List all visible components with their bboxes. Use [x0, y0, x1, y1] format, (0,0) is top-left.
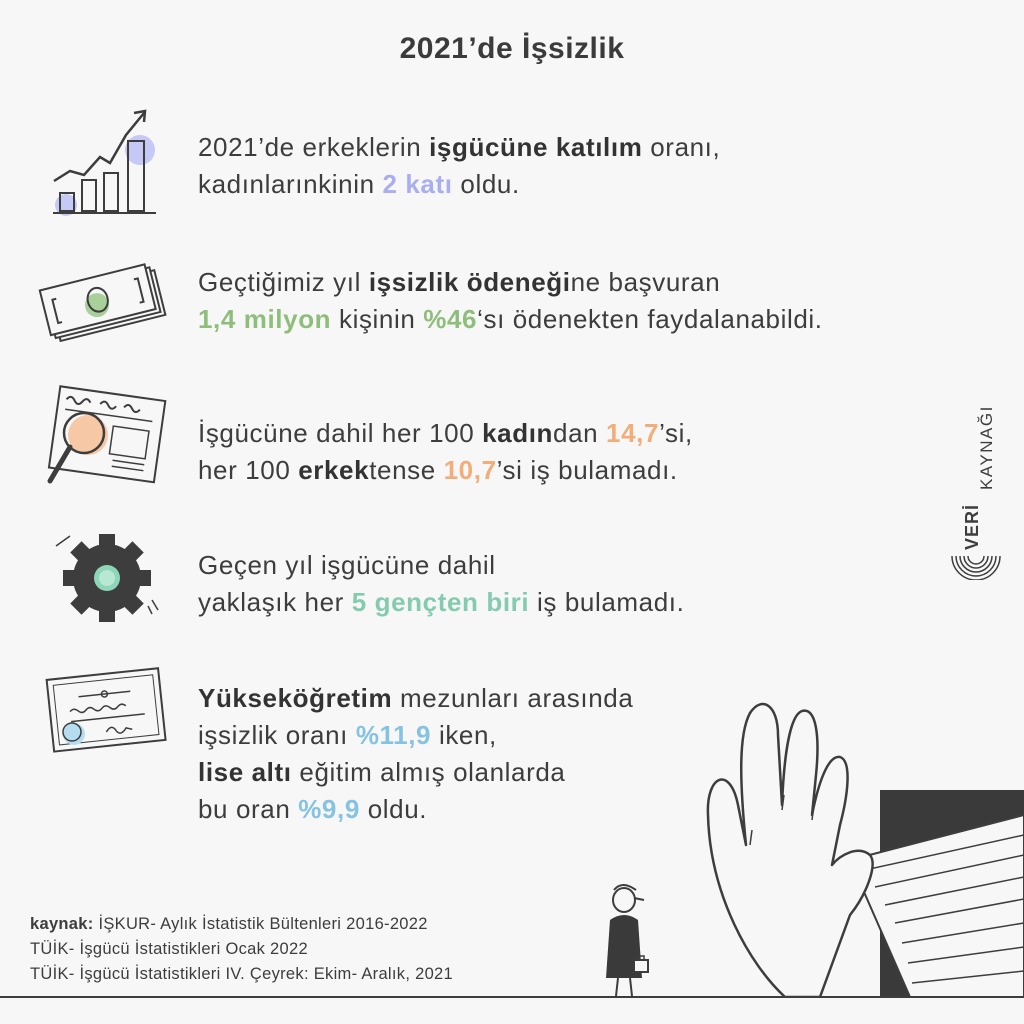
item-5-line-3: lise altı eğitim almış olanlarda	[198, 757, 566, 787]
item-2-line-2: 1,4 milyon kişinin %46‘sı ödenekten faydalanabildi.	[198, 304, 823, 334]
diploma-certificate-icon	[40, 662, 170, 757]
item-3-line-1: İşgücüne dahil her 100 kadından 14,7’si,	[198, 418, 693, 448]
item-2-text	[198, 264, 823, 338]
item-4-text	[198, 547, 684, 621]
svg-text:KAYNAĞI: KAYNAĞI	[977, 405, 996, 490]
item-4-line-1: Geçen yıl işgücüne dahil	[198, 550, 496, 580]
item-5-line-2: işsizlik oranı %11,9 iken,	[198, 720, 497, 750]
rising-bar-chart-icon	[48, 105, 163, 220]
source-line-1: kaynak: İŞKUR- Aylık İstatistik Bültenleri 2016-2022	[30, 915, 428, 933]
item-1-line-2: kadınlarınkinin 2 katı oldu.	[198, 169, 520, 199]
gear-icon	[52, 528, 162, 628]
item-5-text	[198, 680, 633, 828]
source-label: kaynak:	[30, 915, 94, 933]
stop-hand-illustration	[690, 695, 1024, 997]
item-1-text	[198, 129, 720, 203]
item-5-line-4: bu oran %9,9 oldu.	[198, 794, 428, 824]
money-stack-icon	[38, 255, 173, 345]
job-seeker-figure-illustration	[600, 882, 660, 998]
brand-logo	[940, 380, 1010, 580]
item-2-line-1: Geçtiğimiz yıl işsizlik ödeneğine başvuran	[198, 267, 721, 297]
item-4-line-2: yaklaşık her 5 gençten biri iş bulamadı.	[198, 587, 685, 617]
ground-line	[0, 996, 1024, 998]
source-line-3: TÜİK- İşgücü İstatistikleri IV. Çeyrek: Ekim- Aralık, 2021	[30, 965, 454, 983]
source-notes	[30, 912, 453, 987]
newspaper-magnifier-icon	[40, 385, 170, 495]
item-3-line-2: her 100 erkektense 10,7’si iş bulamadı.	[198, 455, 678, 485]
page-title: 2021’de İşsizlik	[399, 32, 625, 65]
source-line-2: TÜİK- İşgücü İstatistikleri Ocak 2022	[30, 940, 308, 958]
item-5-line-1: Yükseköğretim mezunları arasında	[198, 683, 634, 713]
svg-text:VERİ: VERİ	[962, 503, 982, 550]
item-3-text	[198, 415, 693, 489]
item-1-line-1: 2021’de erkeklerin işgücüne katılım oranı,	[198, 132, 721, 162]
